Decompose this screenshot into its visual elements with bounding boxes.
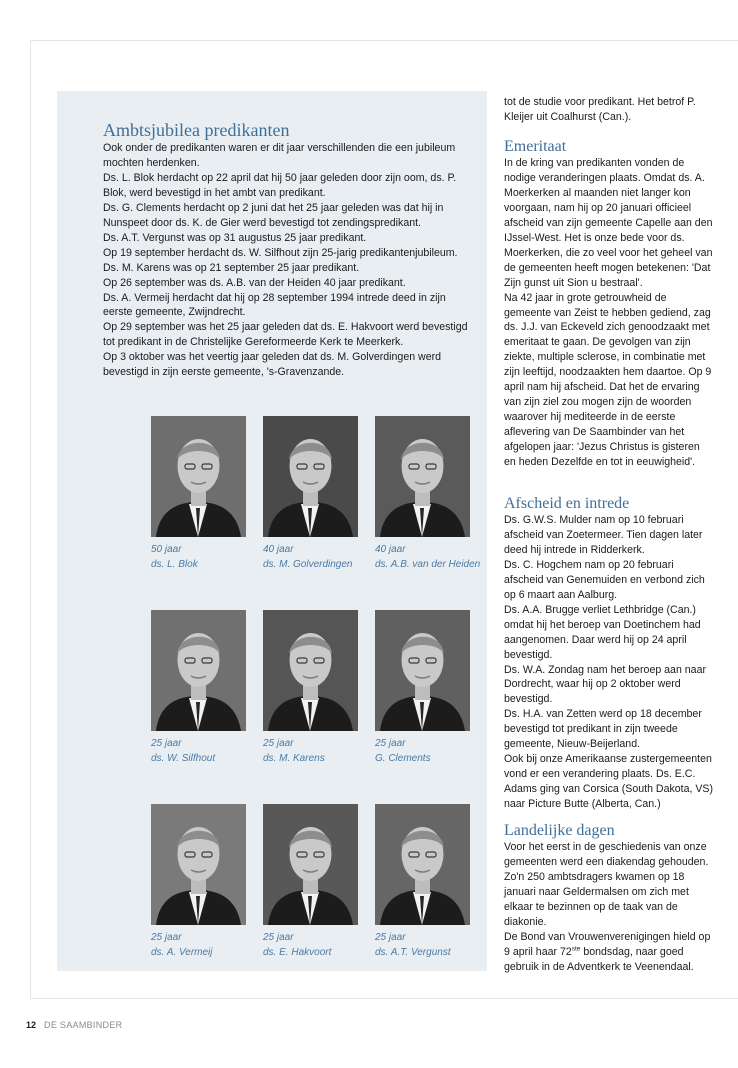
photo-caption <box>151 931 213 960</box>
portrait-photo-van-der-heiden <box>375 416 470 537</box>
jubilea-title: Ambtsjubilea predikanten <box>103 120 290 140</box>
jubilea-paragraph: Op 29 september was het 25 jaar geleden dat ds. E. Hakvoort werd bevestigd tot predikant in de Christelijke Gereformeerde Kerk te Meerkerk. <box>103 321 468 349</box>
caption-name: ds. A.T. Vergunst <box>375 946 451 958</box>
page-footer <box>26 1019 122 1031</box>
section-emeritaat <box>504 137 714 470</box>
caption-name: ds. L. Blok <box>151 558 198 570</box>
page-frame-top <box>30 40 738 41</box>
jubilea-paragraph: Ds. M. Karens was op 21 september 25 jaar predikant. <box>103 261 360 274</box>
page-frame-bottom <box>30 998 738 999</box>
photo-caption <box>263 543 353 572</box>
portrait-photo-clements <box>375 610 470 731</box>
emeritaat-heading: Emeritaat <box>504 138 567 155</box>
afscheid-paragraph: Ds. C. Hogchem nam op 20 februari afscheid van Genemuiden en verbond zich op 6 maart aan Aalburg. <box>504 558 705 601</box>
caption-name: ds. E. Hakvoort <box>263 946 332 958</box>
section-afscheid <box>504 494 714 812</box>
caption-name: ds. A. Vermeij <box>151 946 213 958</box>
caption-name: ds. W. Silfhout <box>151 752 216 764</box>
photo-caption <box>375 543 480 572</box>
jubilea-paragraph: Ds. A. Vermeij herdacht dat hij op 28 september 1994 intrede deed in zijn eerste gemeente, Zwijndrecht. <box>103 291 446 319</box>
photo-caption <box>263 737 325 766</box>
emeritaat-paragraph: Na 42 jaar in grote getrouwheid de gemeente van Zeist te hebben gediend, zag ds. J.J. van Eckeveld zich genoodzaakt met emeritaat te gaan. De gevolgen van zijn ziekte, multiple sclerose, in combinatie met zijn leeftijd, noodzaakten hem daartoe. Op 9 april nam hij afscheid. Dat het de ervaring van zijn ziel zou mogen zijn de woorden waarover hij mediteerde in de eerste aflevering van De Saambinder van het afgelopen jaar: 'Jezus Christus is gisteren en heden Dezelfde en tot in eeuwigheid'. <box>504 291 712 469</box>
landelijke-heading: Landelijke dagen <box>504 822 615 839</box>
caption-years: 25 jaar <box>151 932 182 943</box>
page-number: 12 <box>26 1020 37 1030</box>
emeritaat-paragraph: In de kring van predikanten vonden de nodige veranderingen plaats. Omdat ds. A. Moerkerken al maanden niet langer kon voorgaan, nam hij op 20 januari officieel afscheid van zijn gemeente Capelle aan den IJssel-West. Het is onze bede voor ds. Moerkerken, die zo veel voor het geheel van de gemeenten heeft mogen betekenen: 'Dat Zijn gunst uit Sion u bestraal'. <box>504 157 713 289</box>
caption-name: ds. M. Karens <box>263 752 325 764</box>
caption-years: 25 jaar <box>263 738 294 749</box>
portrait-photo-vermeij <box>151 804 246 925</box>
afscheid-heading: Afscheid en intrede <box>504 495 630 512</box>
jubilea-paragraph: Op 26 september was ds. A.B. van der Heiden 40 jaar predikant. <box>103 276 406 289</box>
portrait-photo-golverdingen <box>263 416 358 537</box>
caption-years: 40 jaar <box>263 544 294 555</box>
section-landelijke-dagen <box>504 821 714 975</box>
caption-years: 25 jaar <box>375 738 406 749</box>
landelijke-text: De Bond van Vrouwenverenigingen hield op 9 april haar 72 <box>504 930 711 958</box>
landelijke-paragraph: Voor het eerst in de geschiedenis van onze gemeenten werd een diakendag gehouden. Zo'n 250 ambtsdragers kwamen op 18 januari naar Geldermalsen om zich met elkaar te bezinnen op de taak van de diakonie. <box>504 841 709 928</box>
photo-caption <box>151 737 215 766</box>
landelijke-paragraph <box>504 930 714 975</box>
caption-years: 25 jaar <box>375 932 406 943</box>
portrait-photo-blok <box>151 416 246 537</box>
page-frame-left <box>30 40 31 998</box>
photo-caption <box>151 543 198 572</box>
portrait-photo-silfhout <box>151 610 246 731</box>
jubilea-paragraph: Ds. L. Blok herdacht op 22 april dat hij 50 jaar geleden door zijn oom, ds. P. Blok, werd bevestigd in het ambt van predikant. <box>103 171 457 199</box>
jubilea-paragraph: Ds. A.T. Vergunst was op 31 augustus 25 jaar predikant. <box>103 231 367 244</box>
jubilea-paragraph: Op 3 oktober was het veertig jaar geleden dat ds. M. Golverdingen werd bevestigd in zijn eerste gemeente, 's-Gravenzande. <box>103 351 442 379</box>
jubilea-paragraph: Ds. G. Clements herdacht op 2 juni dat het 25 jaar geleden was dat hij in Nunspeet door ds. K. de Gier werd bevestigd tot zendingspredikant. <box>103 201 444 229</box>
magazine-name: DE SAAMBINDER <box>44 1020 123 1030</box>
portrait-photo-vergunst <box>375 804 470 925</box>
column-intro <box>504 95 714 125</box>
caption-years: 25 jaar <box>151 738 182 749</box>
caption-name: ds. A.B. van der Heiden <box>375 558 481 570</box>
portrait-photo-karens <box>263 610 358 731</box>
caption-years: 25 jaar <box>263 932 294 943</box>
jubilea-paragraph: Ook onder de predikanten waren er dit jaar verschillenden die een jubileum mochten herdenken. <box>103 142 456 169</box>
jubilea-paragraph: Op 19 september herdacht ds. W. Silfhout zijn 25-jarig predikantenjubileum. <box>103 246 458 259</box>
intro-paragraph: tot de studie voor predikant. Het betrof P. Kleijer uit Coalhurst (Can.). <box>504 96 696 123</box>
photo-caption <box>263 931 331 960</box>
afscheid-paragraph: Ds. W.A. Zondag nam het beroep aan naar Dordrecht, waar hij op 2 oktober werd bevestigd. <box>504 663 706 706</box>
caption-years: 50 jaar <box>151 544 182 555</box>
jubilea-body <box>103 141 475 380</box>
caption-name: G. Clements <box>375 752 431 764</box>
afscheid-paragraph: Ook bij onze Amerikaanse zustergemeenten vond er een verandering plaats. Ds. E.C. Adams ging van Corsica (South Dakota, VS) naar Picture Butte (Alberta, Can.) <box>504 753 714 811</box>
caption-name: ds. M. Golverdingen <box>263 558 353 570</box>
afscheid-paragraph: Ds. A.A. Brugge verliet Lethbridge (Can.) omdat hij het beroep van Doetinchem had aangenomen. Daar werd hij op 24 april bevestigd. <box>504 603 701 661</box>
landelijke-text: bondsdag, naar goed gebruik in de Adventkerk te Veenendaal. <box>504 945 694 973</box>
ordinal-suffix: ste <box>571 945 581 953</box>
portrait-photo-hakvoort <box>263 804 358 925</box>
caption-years: 40 jaar <box>375 544 406 555</box>
afscheid-paragraph: Ds. H.A. van Zetten werd op 18 december bevestigd tot predikant in zijn tweede gemeente, Nieuw-Beijerland. <box>504 708 702 751</box>
photo-caption <box>375 931 451 960</box>
photo-caption <box>375 737 431 766</box>
afscheid-paragraph: Ds. G.W.S. Mulder nam op 10 februari afscheid van Zoetermeer. Tien dagen later deed hij intrede in Ridderkerk. <box>504 514 703 556</box>
